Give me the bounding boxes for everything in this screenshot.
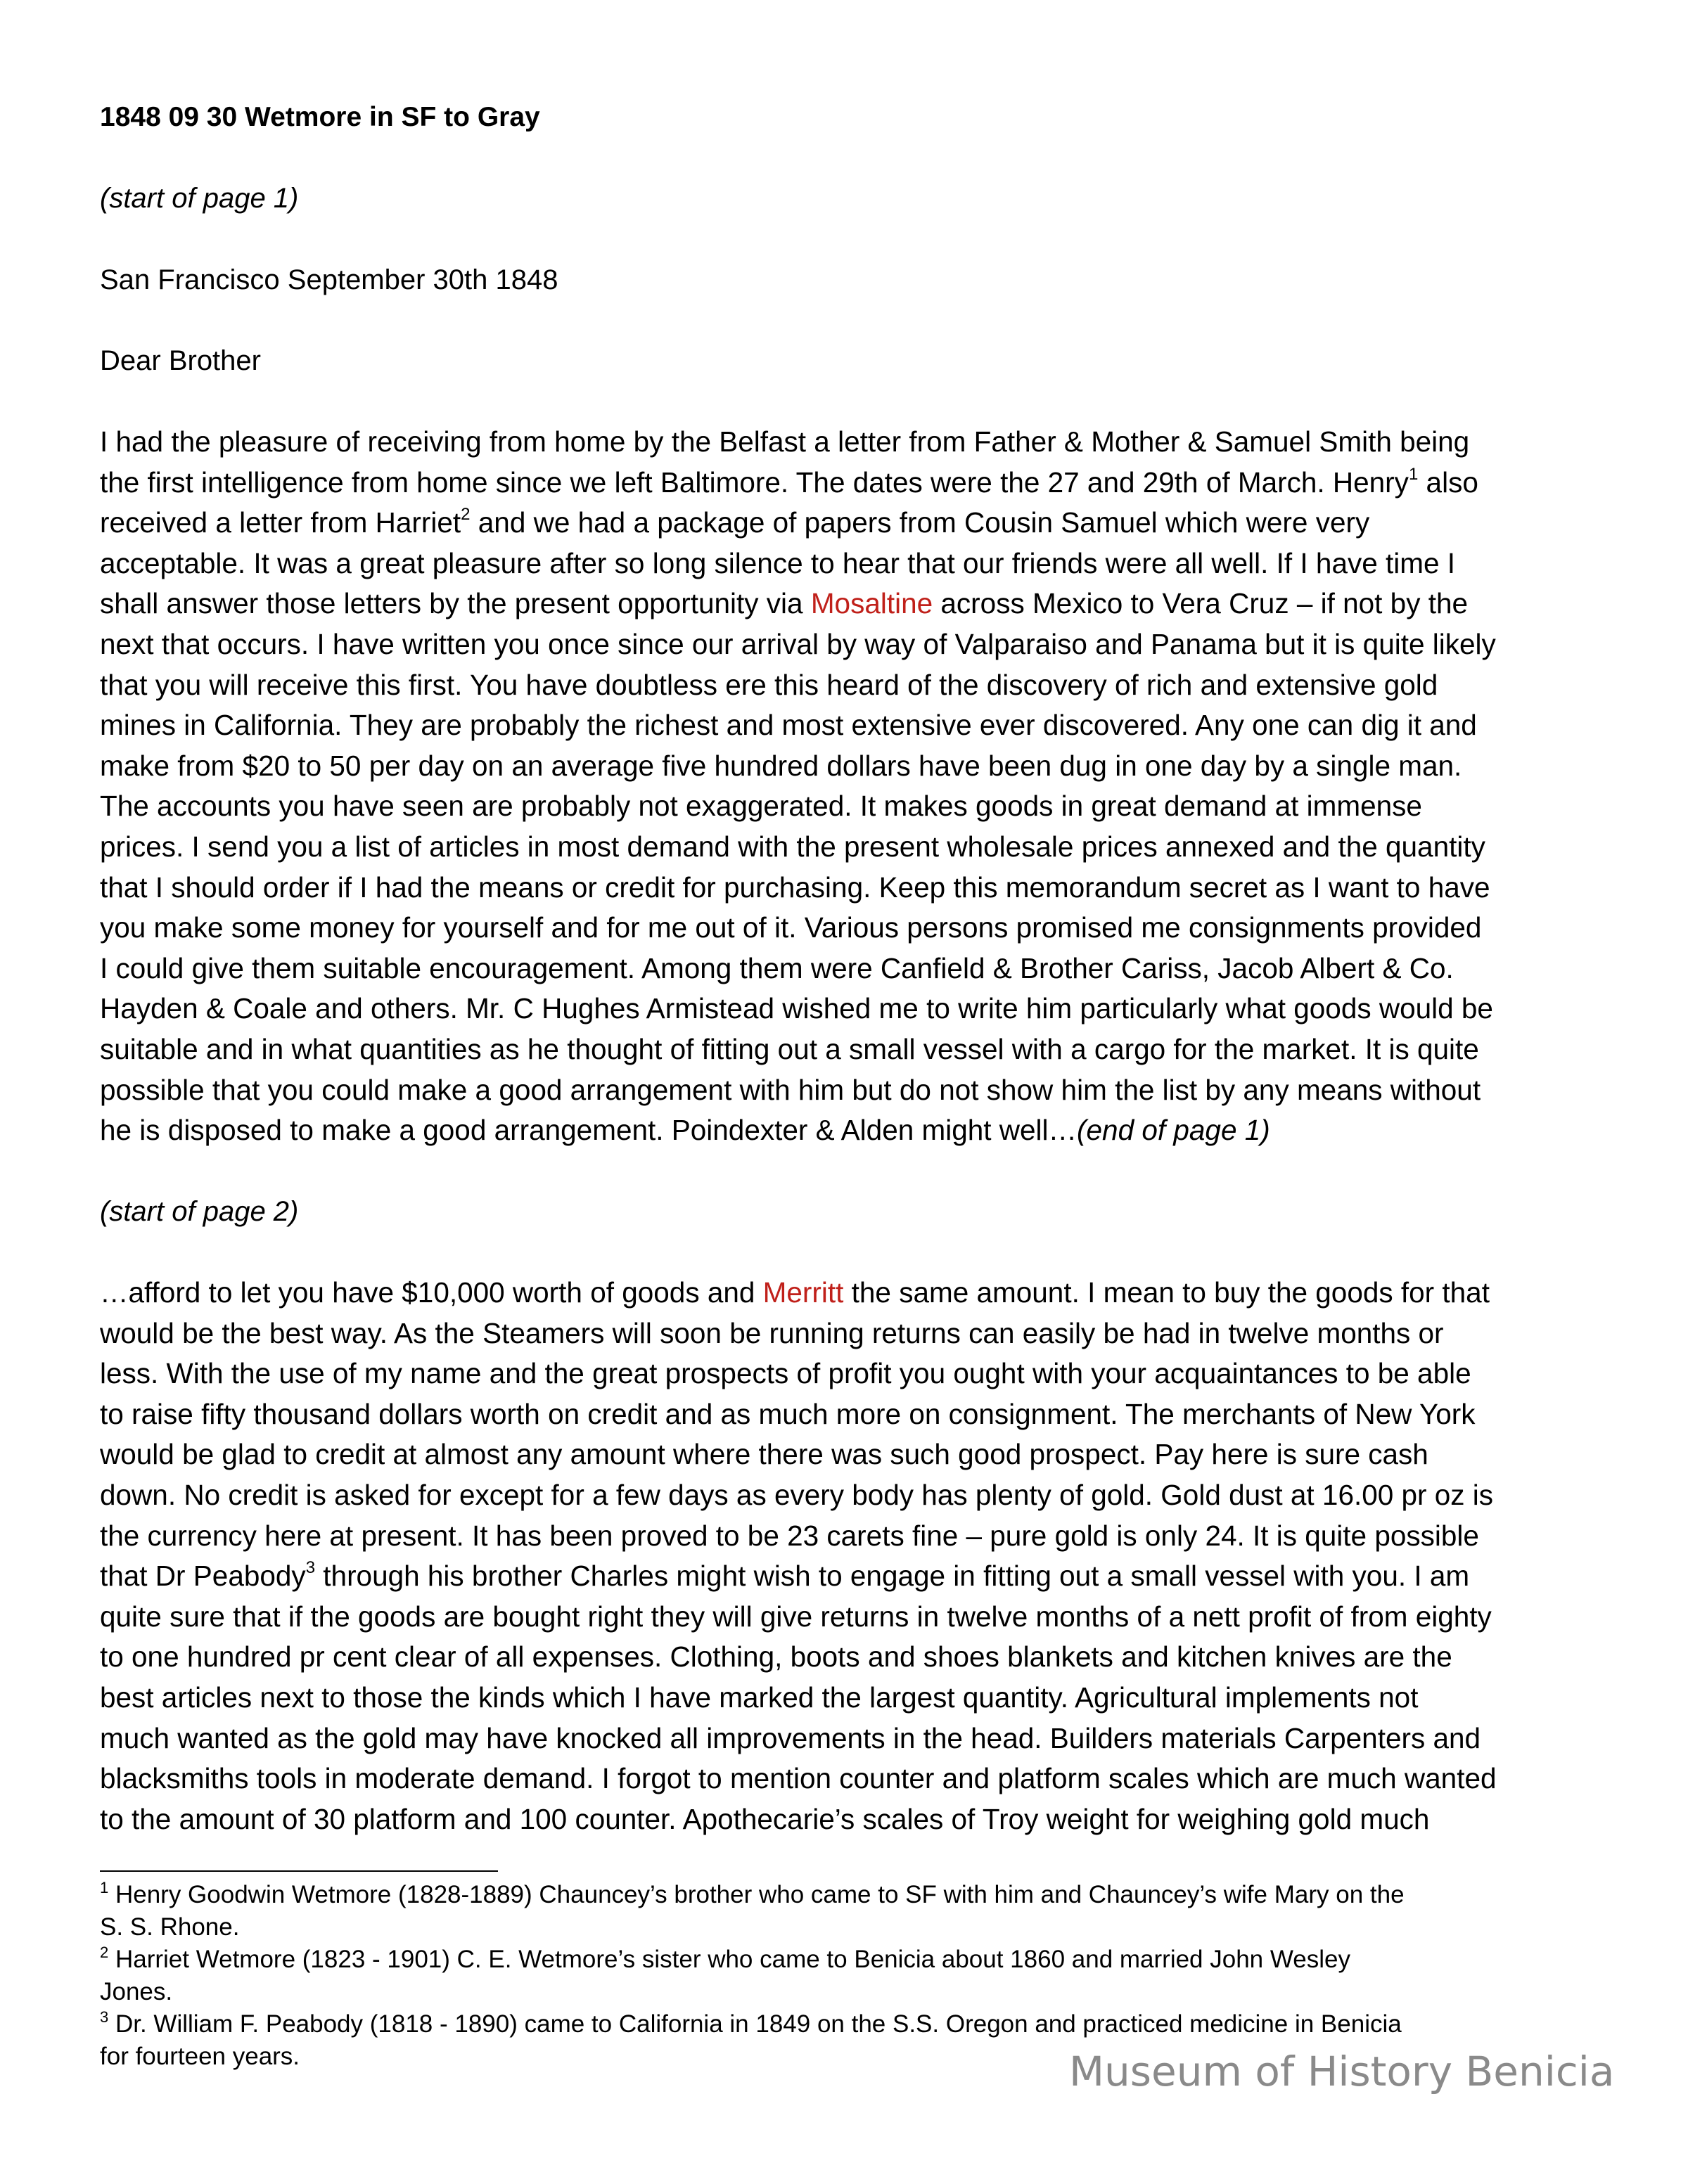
- paragraph-line: that Dr Peabody$^3$ through his brother Charles might wish to engage in fitting out a small vessel with you. I am: [100, 1558, 1470, 1593]
- salutation: Dear Brother: [100, 345, 261, 376]
- paragraph-line: The accounts you have seen are probably not exaggerated. It makes goods in great demand at immense: [100, 790, 1422, 823]
- paragraph-line: I had the pleasure of receiving from home by the Belfast a letter from Father & Mother & Samuel Smith being: [100, 425, 1470, 458]
- paragraph-page-2: [100, 1273, 1605, 1839]
- paragraph-line: much wanted as the gold may have knocked all improvements in the head. Builders materials Carpenters and: [100, 1721, 1481, 1754]
- paragraph-page-1: [100, 422, 1605, 1151]
- highlighted-word-merritt: Merritt: [762, 1276, 844, 1309]
- paragraph-line: would be the best way. As the Steamers will soon be running returns can easily be had in twelve months or: [100, 1316, 1444, 1349]
- paragraph-line: you make some money for yourself and for me out of it. Various persons promised me consignments provided: [100, 911, 1482, 944]
- footnote-ref-3[interactable]: 3: [305, 1558, 316, 1578]
- footnote-2-cont: Jones.: [100, 1978, 173, 2005]
- paragraph-line: to the amount of 30 platform and 100 counter. Apothecarie’s scales of Troy weight for weighing gold much: [100, 1802, 1430, 1835]
- paragraph-line: he is disposed to make a good arrangement. Poindexter & Alden might well…(end of page 1): [100, 1114, 1270, 1147]
- paragraph-line: quite sure that if the goods are bought right they will give returns in twelve months of a nett profit of from eighty: [100, 1600, 1492, 1633]
- paragraph-line: I could give them suitable encouragement. Among them were Canfield & Brother Cariss, Jacob Albert & Co.: [100, 951, 1454, 984]
- footnote-2: $^2$ Harriet Wetmore (1823 - 1901) C. E. Wetmore’s sister who came to Benicia about 1860 and married John Wesley: [100, 1944, 1350, 1973]
- paragraph-line: to one hundred pr cent clear of all expenses. Clothing, boots and shoes blankets and kitchen knives are the: [100, 1640, 1452, 1674]
- paragraph-line: best articles next to those the kinds which I have marked the largest quantity. Agricultural implements not: [100, 1681, 1419, 1714]
- footnote-ref-1[interactable]: 1: [1408, 464, 1419, 484]
- paragraph-line: acceptable. It was a great pleasure after so long silence to hear that our friends were all well. If I have time I: [100, 546, 1456, 579]
- paragraph-line: mines in California. They are probably the richest and most extensive ever discovered. Any one can dig it and: [100, 709, 1477, 742]
- footnote-ref-2[interactable]: 2: [461, 505, 471, 525]
- paragraph-line: blacksmiths tools in moderate demand. I forgot to mention counter and platform scales which are much wanted: [100, 1762, 1497, 1795]
- start-of-page-2-note: (start of page 2): [100, 1196, 299, 1227]
- footnote-1-cont: S. S. Rhone.: [100, 1913, 240, 1941]
- highlighted-word-mosaltine: Mosaltine: [810, 587, 933, 620]
- paragraph-line: possible that you could make a good arrangement with him but do not show him the list by any means without: [100, 1073, 1481, 1106]
- paragraph-line: less. With the use of my name and the great prospects of profit you ought with your acquaintances to be able: [100, 1357, 1471, 1390]
- museum-watermark: Museum of History Benicia: [1069, 2048, 1615, 2095]
- footnotes: [100, 1879, 1605, 2073]
- paragraph-line: that you will receive this first. You have doubtless ere this heard of the discovery of rich and extensive gold: [100, 668, 1438, 701]
- paragraph-line: received a letter from Harriet$^2$ and we had a package of papers from Cousin Samuel which were very: [100, 505, 1370, 539]
- end-of-page-1-note: (end of page 1): [1077, 1114, 1270, 1147]
- paragraph-line: prices. I send you a list of articles in most demand with the present wholesale prices annexed and the quantity: [100, 830, 1485, 863]
- paragraph-line: to raise fifty thousand dollars worth on credit and as much more on consignment. The merchants of New York: [100, 1397, 1476, 1430]
- footnote-1: $^1$ Henry Goodwin Wetmore (1828-1889) Chauncey’s brother who came to SF with him and Chauncey’s wife Mary on the: [100, 1879, 1405, 1908]
- paragraph-line: Hayden & Coale and others. Mr. C Hughes Armistead wished me to write him particularly what goods would be: [100, 992, 1493, 1025]
- paragraph-line: would be glad to credit at almost any amount where there was such good prospect. Pay here is sure cash: [100, 1438, 1428, 1471]
- paragraph-line: next that occurs. I have written you once since our arrival by way of Valparaiso and Panama but it is quite likely: [100, 627, 1496, 660]
- paragraph-line: …afford to let you have $10,000 worth of goods and Merritt the same amount. I mean to buy the goods for that: [100, 1276, 1490, 1309]
- footnote-3: $^3$ Dr. William F. Peabody (1818 - 1890) came to California in 1849 on the S.S. Oregon and practiced medicine in Benicia: [100, 2008, 1402, 2038]
- paragraph-line: suitable and in what quantities as he thought of fitting out a small vessel with a cargo for the market. It is quite: [100, 1032, 1479, 1065]
- footnote-3-cont: for fourteen years.: [100, 2043, 300, 2070]
- paragraph-line: shall answer those letters by the present opportunity via Mosaltine across Mexico to Vera Cruz – if not by the: [100, 587, 1468, 620]
- paragraph-line: the currency here at present. It has been proved to be 23 carets fine – pure gold is only 24. It is quite possible: [100, 1519, 1479, 1552]
- paragraph-line: make from $20 to 50 per day on an average five hundred dollars have been dug in one day by a single man.: [100, 749, 1462, 782]
- paragraph-line: down. No credit is asked for except for a few days as every body has plenty of gold. Gold dust at 16.00 pr oz is: [100, 1478, 1494, 1511]
- footnote-separator: [100, 1870, 498, 1872]
- paragraph-line: the first intelligence from home since we left Baltimore. The dates were the 27 and 29th of March. Henry$^1$ also: [100, 464, 1478, 499]
- dateline: San Francisco September 30th 1848: [100, 264, 558, 295]
- start-of-page-1-note: (start of page 1): [100, 183, 299, 214]
- paragraph-line: that I should order if I had the means or credit for purchasing. Keep this memorandum secret as I want to have: [100, 871, 1490, 904]
- document-title: 1848 09 30 Wetmore in SF to Gray: [100, 102, 540, 132]
